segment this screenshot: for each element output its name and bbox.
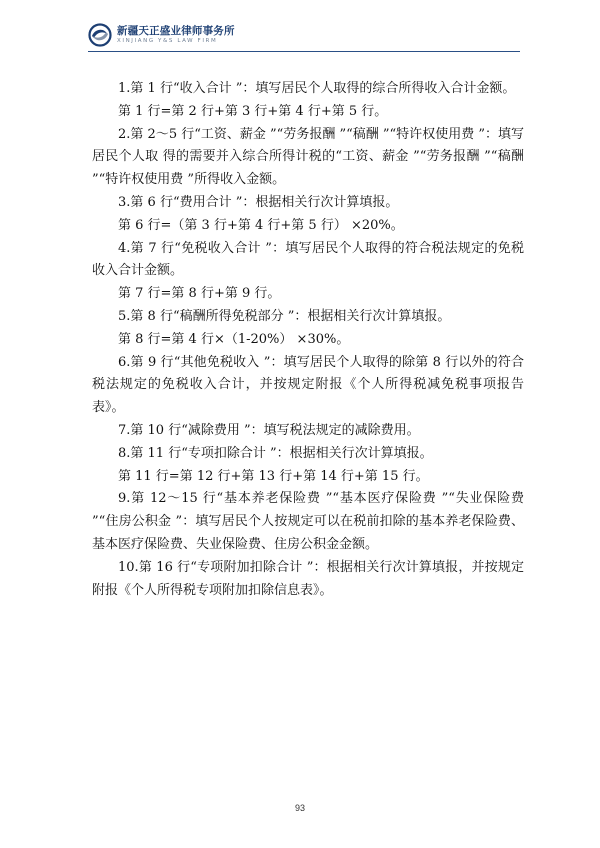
firm-name-en: XINJIANG Y&S LAW FIRM (117, 37, 218, 44)
swirl-logo-icon (88, 23, 112, 47)
firm-name-block (117, 26, 235, 44)
paragraph: 第 7 行=第 8 行+第 9 行。 (118, 286, 281, 302)
page-number: 93 (294, 803, 305, 813)
firm-name-cn: 新疆天正盛业律师事务所 (117, 25, 235, 37)
header-divider (88, 51, 520, 52)
paragraph: 2.第 2～5 行“工资、薪金 ”“劳务报酬 ”“稿酬 ”“特许权使用费 ”：填写居民个人取 得的需要并入综合所得计税的“工资、薪金 ”“劳务报酬 ”“稿酬 ”“特许权使用费 ”所得收入金额。 (92, 126, 524, 188)
paragraph: 第 6 行=（第 3 行+第 4 行+第 5 行） ×20%。 (118, 217, 404, 233)
paragraph: 10.第 16 行“专项附加扣除合计 ”：根据相关行次计算填报，并按规定附报《个人所得税专项附加扣除信息表》。 (92, 559, 524, 598)
paragraph: 8.第 11 行“专项扣除合计 ”：根据相关行次计算填报。 (118, 445, 433, 461)
paragraph: 9.第 12～15 行“基本养老保险费 ”“基本医疗保险费 ”“失业保险费 ”“住房公积金 ”：填写居民个人按规定可以在税前扣除的基本养老保险费、基本医疗保险费、失业保险费、住房公积金金额。 (92, 491, 524, 552)
paragraph: 第 1 行=第 2 行+第 3 行+第 4 行+第 5 行。 (118, 103, 388, 119)
paragraph: 3.第 6 行“费用合计 ”：根据相关行次计算填报。 (118, 194, 399, 210)
document-body (92, 78, 524, 602)
paragraph: 第 8 行=第 4 行×（1-20%） ×30%。 (118, 331, 350, 347)
paragraph: 5.第 8 行“稿酬所得免税部分 ”：根据相关行次计算填报。 (118, 308, 451, 324)
paragraph: 4.第 7 行“免税收入合计 ”：填写居民个人取得的符合税法规定的免税收入合计金额。 (92, 240, 524, 279)
paragraph: 第 11 行=第 12 行+第 13 行+第 14 行+第 15 行。 (118, 468, 429, 484)
paragraph: 7.第 10 行“减除费用 ”：填写税法规定的减除费用。 (118, 422, 420, 438)
paragraph: 6.第 9 行“其他免税收入 ”：填写居民个人取得的除第 8 行以外的符合税法规定的免税收入合计，并按规定附报《个人所得税减免税事项报告表》。 (92, 354, 524, 416)
letterhead (88, 22, 235, 48)
paragraph: 1.第 1 行“收入合计 ”：填写居民个人取得的综合所得收入合计金额。 (118, 81, 516, 96)
